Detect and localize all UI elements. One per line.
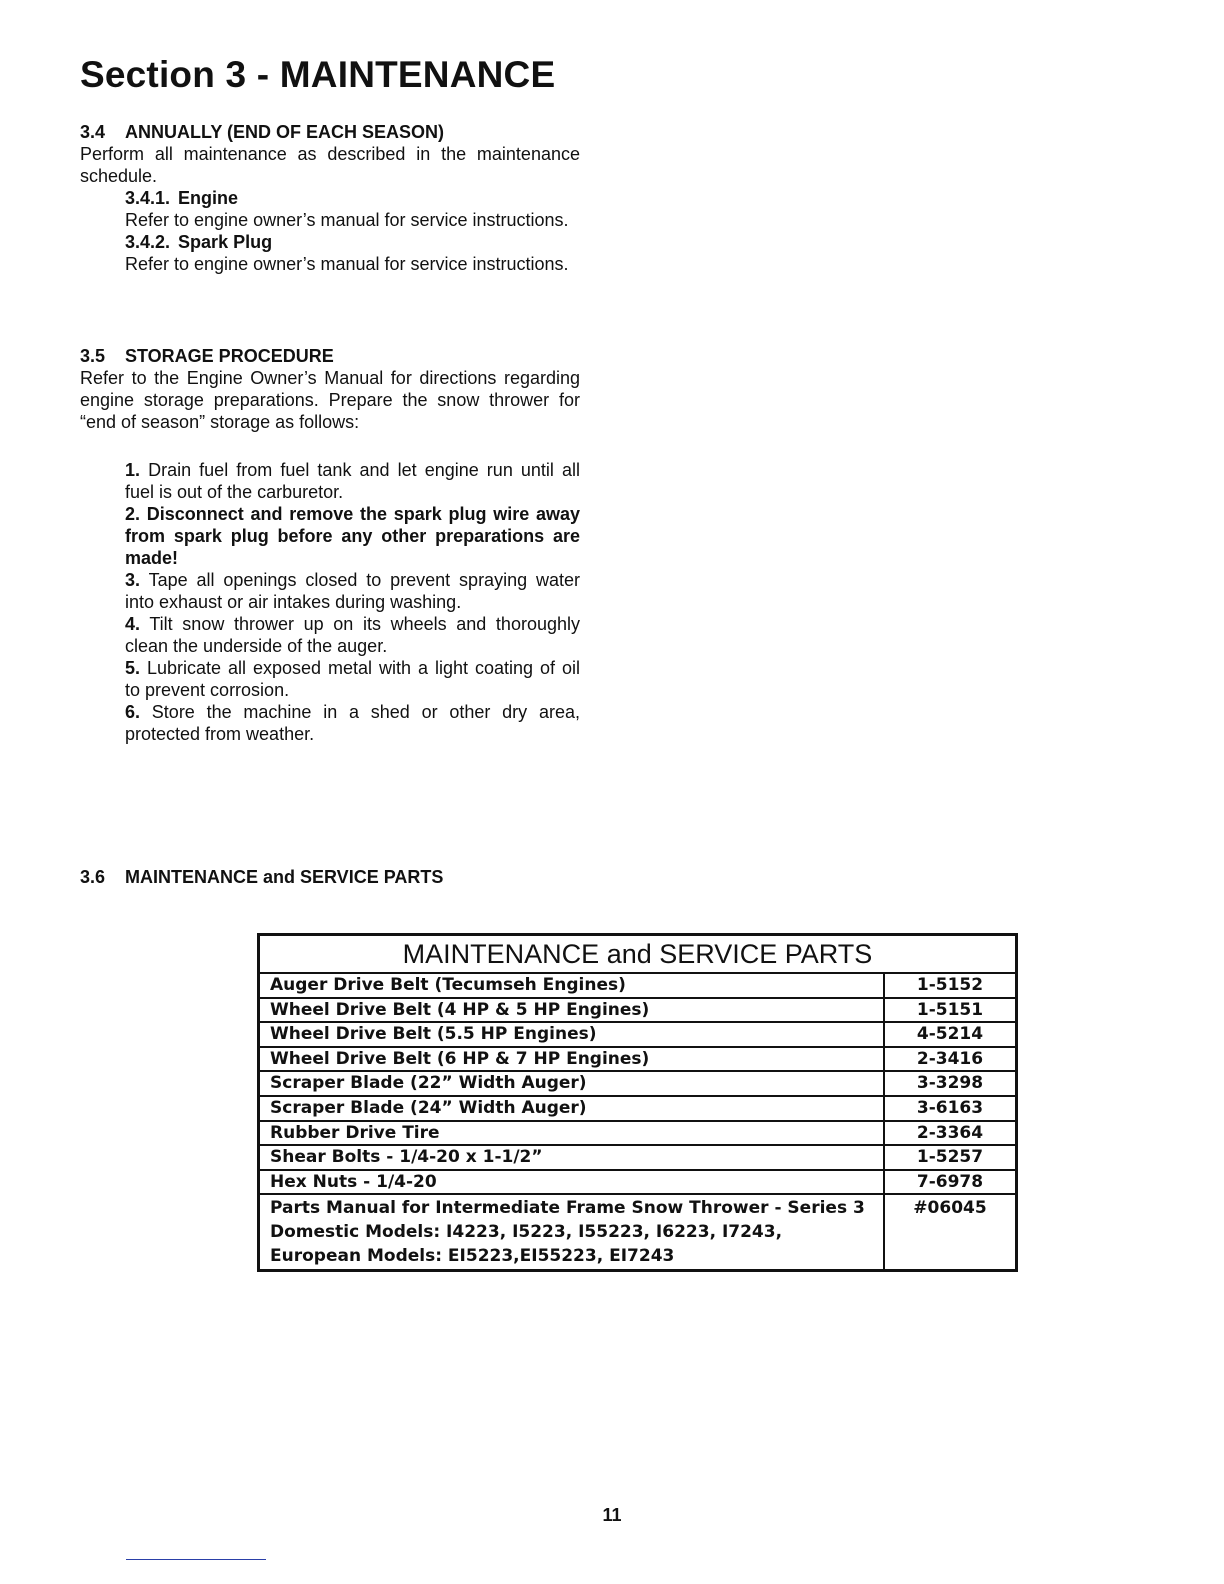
part-description: Wheel Drive Belt (4 HP & 5 HP Engines) [259, 998, 885, 1023]
step-text: Disconnect and remove the spark plug wire away from spark plug before any other preparations are made! [125, 504, 580, 568]
part-description: Rubber Drive Tire [259, 1121, 885, 1146]
parts-manual-description [259, 1194, 885, 1271]
parts-manual-line: Domestic Models: I4223, I5223, I55223, I6223, I7243, [270, 1222, 783, 1243]
part-number: 4-5214 [884, 1022, 1017, 1047]
part-description: Wheel Drive Belt (5.5 HP Engines) [259, 1022, 885, 1047]
part-description: Scraper Blade (22” Width Auger) [259, 1071, 885, 1096]
list-item [125, 569, 580, 613]
parts-table [257, 933, 1018, 1272]
part-number: 1-5151 [884, 998, 1017, 1023]
part-number: 3-6163 [884, 1096, 1017, 1121]
step-number: 5. [125, 658, 141, 678]
parts-manual-line: European Models: EI5223,EI55223, EI7243 [270, 1246, 675, 1267]
section-3-6-heading [80, 866, 443, 888]
subsection-text: Refer to engine owner’s manual for service instructions. [125, 254, 569, 274]
table-row [259, 1022, 1017, 1047]
section-number: 3.4 [80, 122, 106, 142]
table-row [259, 1121, 1017, 1146]
step-number: 1. [125, 460, 141, 480]
part-number: 1-5257 [884, 1145, 1017, 1170]
list-item [125, 613, 580, 657]
subsection-text: Refer to engine owner’s manual for service instructions. [125, 210, 569, 230]
list-item [125, 657, 580, 701]
footer-rule [126, 1559, 266, 1560]
subsection-title: Spark Plug [178, 232, 273, 252]
part-number: 3-3298 [884, 1071, 1017, 1096]
parts-table-title: MAINTENANCE and SERVICE PARTS [259, 935, 1017, 974]
section-number: 3.5 [80, 346, 106, 366]
section-3-4-text: Perform all maintenance as described in the maintenance schedule. [80, 144, 580, 186]
part-description: Scraper Blade (24” Width Auger) [259, 1096, 885, 1121]
subsection-3-4-2 [125, 231, 580, 275]
section-title: ANNUALLY (END OF EACH SEASON) [125, 122, 445, 142]
part-number: 2-3364 [884, 1121, 1017, 1146]
list-item [125, 701, 580, 745]
section-title: MAINTENANCE and SERVICE PARTS [125, 867, 444, 887]
table-row [259, 1145, 1017, 1170]
page-number: 11 [602, 1505, 622, 1525]
part-number: 7-6978 [884, 1170, 1017, 1195]
parts-manual-number: #06045 [884, 1194, 1017, 1271]
step-text: Tape all openings closed to prevent spraying water into exhaust or air intakes during washing. [125, 570, 580, 612]
step-text: Drain fuel from fuel tank and let engine run until all fuel is out of the carburetor. [125, 460, 580, 502]
part-description: Shear Bolts - 1/4-20 x 1-1/2” [259, 1145, 885, 1170]
step-number: 3. [125, 570, 141, 590]
section-3-5-text: Refer to the Engine Owner’s Manual for directions regarding engine storage preparations. Prepare the snow thrower for “end of season” storage as follows: [80, 368, 580, 432]
part-description: Hex Nuts - 1/4-20 [259, 1170, 885, 1195]
subsection-number: 3.4.1. [125, 188, 171, 208]
table-row [259, 1096, 1017, 1121]
storage-steps [80, 459, 580, 745]
step-number: 4. [125, 614, 141, 634]
step-text: Tilt snow thrower up on its wheels and thoroughly clean the underside of the auger. [125, 614, 580, 656]
part-number: 2-3416 [884, 1047, 1017, 1072]
section-3-4 [80, 121, 580, 275]
section-title: STORAGE PROCEDURE [125, 346, 334, 366]
section-3-5 [80, 345, 580, 433]
section-3-5-heading [80, 345, 580, 367]
parts-manual-line: Parts Manual for Intermediate Frame Snow Thrower - Series 3 [270, 1198, 865, 1219]
step-number: 2. [125, 504, 141, 524]
table-row [259, 1071, 1017, 1096]
part-description: Wheel Drive Belt (6 HP & 7 HP Engines) [259, 1047, 885, 1072]
step-text: Lubricate all exposed metal with a light coating of oil to prevent corrosion. [125, 658, 580, 700]
table-row [259, 1047, 1017, 1072]
subsection-3-4-1 [125, 187, 580, 231]
part-number: 1-5152 [884, 973, 1017, 998]
table-row [259, 1170, 1017, 1195]
section-number: 3.6 [80, 867, 106, 887]
step-number: 6. [125, 702, 141, 722]
table-row [259, 973, 1017, 998]
subsection-number: 3.4.2. [125, 232, 171, 252]
page-title: Section 3 - MAINTENANCE [80, 54, 556, 95]
section-3-4-heading [80, 121, 580, 143]
subsection-title: Engine [178, 188, 239, 208]
table-row [259, 998, 1017, 1023]
part-description: Auger Drive Belt (Tecumseh Engines) [259, 973, 885, 998]
table-row [259, 1194, 1017, 1271]
list-item [125, 459, 580, 503]
step-text: Store the machine in a shed or other dry area, protected from weather. [125, 702, 580, 744]
list-item [125, 503, 580, 569]
